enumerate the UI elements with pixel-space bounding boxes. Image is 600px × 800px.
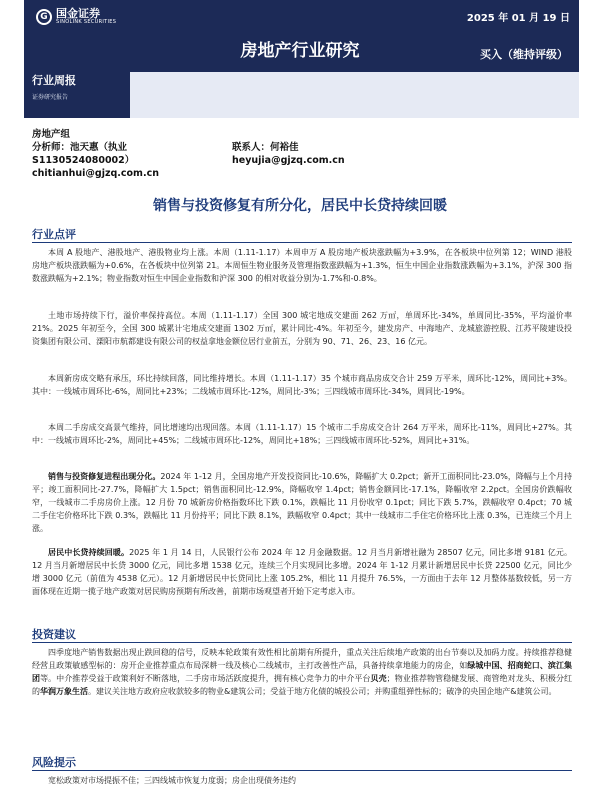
paragraph-text: ；物业推荐物管稳健发展、商管绝对龙头、积极分红的 [32,674,573,696]
report-type: 行业周报 [32,74,76,87]
paragraph-text: 等。中介推荐受益于政策利好不断落地，二手房市场活跃度提升，拥有核心竞争力的中介平台 [40,674,371,683]
review-paragraph-4 [32,421,572,447]
paragraph-lead: 居民中长贷持续回暖。 [48,548,130,557]
logo-subtext: SINOLINK SECURITIES [56,19,117,25]
section-divider [32,642,572,643]
section-title-invest: 投资建议 [32,628,76,641]
analyst-email: chitianhui@gjzq.com.cn [32,168,159,179]
report-subtype: 证券研究报告 [32,94,69,101]
report-header [0,0,600,118]
paragraph-text: 四季度地产销售数据出现止跌回稳的信号，反映本轮政策有效性相比前期有所提升，重点关注后续地产政策的出台节奏以及加码力度。持续推荐稳健经营且政策敏感型标的：房开企业推荐重点布局深耕一线及核心二线城市，主打改善性产品，具备持续拿地能力的房企，如 [32,648,572,670]
analyst-name: 分析师：池天惠（执业 [32,142,128,153]
analyst-block [32,128,572,180]
risk-paragraph [32,774,572,787]
logo-icon: G [36,9,52,25]
contact-block [232,141,345,167]
invest-paragraph [32,646,572,698]
report-headline: 销售与投资修复有所分化，居民中长贷持续回暖 [153,198,447,214]
rating-label: 买入（维持评级） [480,48,568,61]
company-logo [36,8,116,25]
review-paragraph-2 [32,309,572,348]
section-divider [32,242,572,243]
section-title-review: 行业点评 [32,228,76,241]
group-name: 房地产组 [32,129,71,140]
header-left-block [24,58,130,118]
review-paragraph-3 [32,372,572,398]
review-paragraph-1 [32,246,572,285]
logo-text: 国金证券 [56,7,100,20]
report-date: 2025 年 01 月 19 日 [466,13,570,24]
paragraph-text: 宽松政策对市场提振不佳；三四线城市恢复力度弱；房企出现债务违约 [48,776,296,785]
section-divider [32,770,572,771]
review-paragraph-5 [32,470,572,535]
section-title-risk: 风险提示 [32,756,76,769]
paragraph-text: 土地市场持续下行，溢价率保持高位。本周（1.11-1.17）全国 300 城宅地成交建面 262 万㎡，单周环比-34%，单周同比-35%，平均溢价率 21%。2025 年初至今，全国 300 城累计宅地成交建面 1302 万㎡，累计同比-4%。年初至今，建发房产、中海地产、龙城旅游控股、江苏平陵建设投资集团有限公司、溧阳市航都建设有限公司的权益拿地金额位居行业前五，分别为 90、71、26、23、16 亿元。 [32,311,572,346]
review-paragraph-6 [32,546,572,598]
paragraph-text: 本周二手房成交高景气维持，同比增速均出现回落。本周（1.11-1.17）15 个城市二手房成交合计 264 万平米，周环比-11%，周同比+27%。其中：一线城市周环比-2%，周同比+45%；二线城市周环比-12%，周同比+18%；三四线城市周环比-52%，周同比+31%。 [32,423,572,445]
contact-email: heyujia@gjzq.com.cn [232,155,345,166]
highlight-text: 华润万象生活 [40,687,88,696]
paragraph-text: 2024 年 1-12 月，全国房地产开发投资同比-10.6%，降幅扩大 0.2pct；新开工面积同比-23.0%，降幅与上个月持平；竣工面积同比-27.7%，降幅扩大 1.5pct；销售面积同比-12.9%，降幅收窄 1.4pct；销售金额同比-17.1%，降幅收窄 2.2pct。全国房价跌幅收窄，一线城市二手房房价上涨。12 月份 70 城新房价格指数环比下跌 0.1%，跌幅比 11 月份收窄 0.1pct；同比下跌 5.7%，跌幅收窄 0.4pct；70 城二手住宅价格环比下跌 0.3%，跌幅比 11 月份持平；同比下跌 8.1%，跌幅收窄 0.4pct；其中一线城市二手住宅价格环比上涨 0.3%，已连续三个月上涨。 [32,472,572,533]
paragraph-text: 。建议关注地方政府应收款较多的物业&建筑公司；受益于地方化债的城投公司；并购重组弹性标的；破净的央国企地产&建筑公司。 [88,687,557,696]
highlight-text: 贝壳 [370,674,387,683]
contact-name: 联系人：何裕佳 [232,142,299,153]
paragraph-text: 2025 年 1 月 14 日，人民银行公布 2024 年 12 月金融数据。12 月当月新增社融为 28507 亿元，同比多增 9181 亿元。12 月当月新增居民中长贷 3000 亿元，同比多增 1538 亿元，连续三个月实现同比多增。2024 年 1-12 月累计新增居民中长贷 22500 亿元，同比少增 3000 亿元（前值为 4538 亿元）。12 月新增居民中长贷同比上涨 105.2%，相比 11 月提升 76.5%，一方面由于去年 12 月整体基数较低，另一方面体现在近期一揽子地产政策对居民购房预期有所改善，前期市场观望者开始下定考虑入市。 [32,548,572,596]
highlight-text: 绿城中国、招商蛇口、滨江集团 [32,661,573,683]
analyst-license: S1130524080002） [32,155,135,166]
paragraph-text: 本周 A 股地产、港股地产、港股物业均上涨。本周（1.11-1.17）本周申万 A 股房地产板块涨跌幅为+3.9%，在各板块中位列第 12；WIND 港股房地产板块涨跌幅为+0.6%，在各板块中位列第 21。本周恒生物业服务及管理指数涨跌幅为+1.3%，恒生中国企业指数涨跌幅为+3.1%，沪深 300 指数涨跌幅为+2.1%；物业指数对恒生中国企业指数和沪深 300 的相对收益分别为-1.7%和-0.8%。 [32,248,572,283]
report-title: 房地产行业研究 [240,41,360,61]
paragraph-lead: 销售与投资修复进程出现分化。 [48,472,161,481]
paragraph-text: 本周新房成交略有承压，环比持续回落，同比维持增长。本周（1.11-1.17）35 个城市商品房成交合计 259 万平米，周环比-12%，周同比+3%。其中：一线城市周环比-6%，周同比+23%；二线城市周环比-12%，周同比-3%；三四线城市周环比-34%，周同比-19%。 [32,374,572,396]
